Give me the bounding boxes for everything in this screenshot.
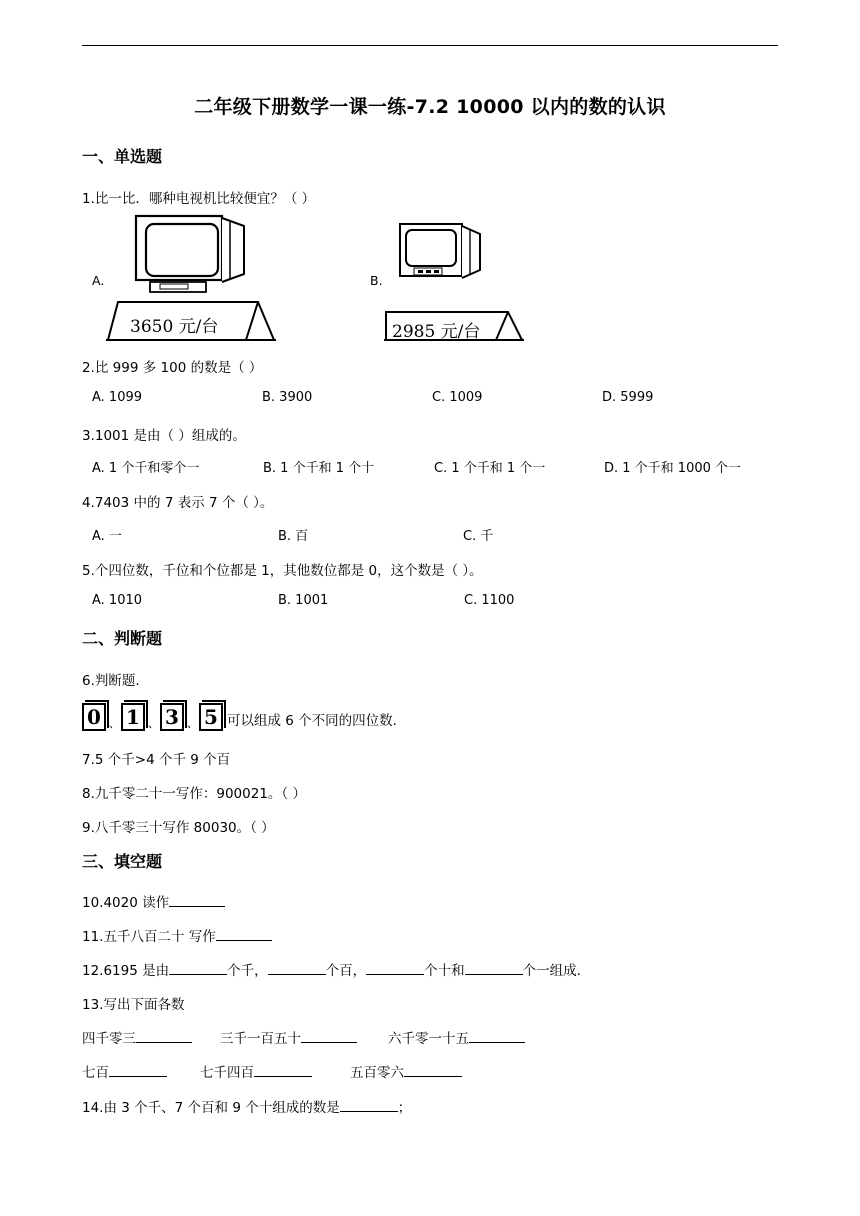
answer-blank[interactable] xyxy=(404,1062,462,1077)
question-6-stem: 6.判断题. xyxy=(82,673,140,689)
answer-blank[interactable] xyxy=(469,1028,525,1043)
question-3-options xyxy=(82,457,782,477)
question-12-text: 个一组成. xyxy=(522,963,581,979)
question-14-suffix: ； xyxy=(397,1100,412,1116)
option-b[interactable]: B. 3900 xyxy=(262,390,313,405)
question-10 xyxy=(82,891,225,911)
question-6-statement: 可以组成 6 个不同的四位数. xyxy=(227,713,397,729)
q1-price-b: 2985 元/台 xyxy=(392,322,481,342)
number-word: 五百零六 xyxy=(350,1065,404,1081)
answer-blank[interactable] xyxy=(216,926,272,941)
number-word: 三千一百五十 xyxy=(220,1031,301,1047)
number-word: 七千四百 xyxy=(200,1065,254,1081)
option-a[interactable]: A. 1 个千和零个一 xyxy=(92,461,200,476)
option-b[interactable]: B. 1001 xyxy=(278,593,329,608)
answer-blank[interactable] xyxy=(268,960,326,975)
page-title: 二年级下册数学一课一练-7.2 10000 以内的数的认识 xyxy=(194,96,666,118)
question-2-stem: 2.比 999 多 100 的数是（ ） xyxy=(82,360,263,376)
option-a[interactable]: A. 1099 xyxy=(92,390,143,405)
answer-blank[interactable] xyxy=(301,1028,357,1043)
question-14 xyxy=(82,1096,411,1116)
q1-price-a: 3650 元/台 xyxy=(130,317,219,337)
answer-blank[interactable] xyxy=(340,1097,398,1112)
option-d[interactable]: D. 1 个千和 1000 个一 xyxy=(604,461,742,476)
section-heading-single-choice: 一、单选题 xyxy=(82,147,163,166)
option-b[interactable]: B. 1 个千和 1 个十 xyxy=(263,461,375,476)
option-b[interactable]: B. 百 xyxy=(278,529,309,544)
question-12-text: 个百， xyxy=(325,963,367,979)
question-7-stem: 7.5 个千>4 个千 9 个百 xyxy=(82,752,231,768)
number-word: 七百 xyxy=(82,1065,109,1081)
answer-blank[interactable] xyxy=(465,960,523,975)
section-heading-fill-blank: 三、填空题 xyxy=(82,852,163,871)
question-8-stem: 8.九千零二十一写作：900021。（ ） xyxy=(82,786,306,802)
section-heading-true-false: 二、判断题 xyxy=(82,629,163,648)
question-14-stem: 14.由 3 个千、7 个百和 9 个十组成的数是 xyxy=(82,1100,340,1116)
question-1-stem: 1.比一比．哪种电视机比较便宜？（ ） xyxy=(82,191,316,207)
separator: 、 xyxy=(187,717,198,730)
digit-card: 5 xyxy=(199,703,223,731)
option-a[interactable]: A. 一 xyxy=(92,529,122,544)
question-11 xyxy=(82,925,272,945)
separator: 、 xyxy=(109,717,120,730)
question-13-row-1 xyxy=(82,1027,525,1047)
answer-blank[interactable] xyxy=(254,1062,312,1077)
digit-card: 1 xyxy=(121,703,145,731)
answer-blank[interactable] xyxy=(169,892,225,907)
question-4-stem: 4.7403 中的 7 表示 7 个（ ）。 xyxy=(82,495,274,511)
number-word: 六千零一十五 xyxy=(388,1031,469,1047)
answer-blank[interactable] xyxy=(169,960,227,975)
question-9-stem: 9.八千零三十写作 80030。（ ） xyxy=(82,820,275,836)
separator: 、 xyxy=(148,717,159,730)
number-word: 四千零三 xyxy=(82,1031,136,1047)
answer-blank[interactable] xyxy=(136,1028,192,1043)
question-4-options xyxy=(82,525,782,545)
question-12-text: 12.6195 是由 xyxy=(82,963,170,979)
q1-option-a-label: A. xyxy=(92,273,105,288)
digit-card: 3 xyxy=(160,703,184,731)
digit-card: 0 xyxy=(82,703,106,731)
option-a[interactable]: A. 1010 xyxy=(92,593,143,608)
answer-blank[interactable] xyxy=(366,960,424,975)
question-13-row-2 xyxy=(82,1061,462,1081)
question-10-stem: 10.4020 读作 xyxy=(82,895,170,911)
question-11-stem: 11.五千八百二十 写作 xyxy=(82,929,216,945)
question-6-digit-cards xyxy=(82,703,397,731)
question-13-stem: 13.写出下面各数 xyxy=(82,997,185,1013)
option-c[interactable]: C. 1009 xyxy=(432,390,483,405)
question-5-options xyxy=(82,593,782,613)
question-12-text: 个十和 xyxy=(424,963,465,979)
option-d[interactable]: D. 5999 xyxy=(602,390,654,405)
header-rule xyxy=(82,45,778,46)
question-2-options xyxy=(82,390,782,410)
option-c[interactable]: C. 千 xyxy=(463,529,494,544)
question-12 xyxy=(82,959,581,979)
question-3-stem: 3.1001 是由（ ）组成的。 xyxy=(82,428,246,444)
question-5-stem: 5.个四位数，千位和个位都是 1，其他数位都是 0，这个数是（ ）。 xyxy=(82,563,483,579)
question-12-text: 个千， xyxy=(227,963,268,979)
q1-option-b-label: B. xyxy=(370,273,383,288)
answer-blank[interactable] xyxy=(109,1062,167,1077)
option-c[interactable]: C. 1100 xyxy=(464,593,515,608)
option-c[interactable]: C. 1 个千和 1 个一 xyxy=(434,461,546,476)
